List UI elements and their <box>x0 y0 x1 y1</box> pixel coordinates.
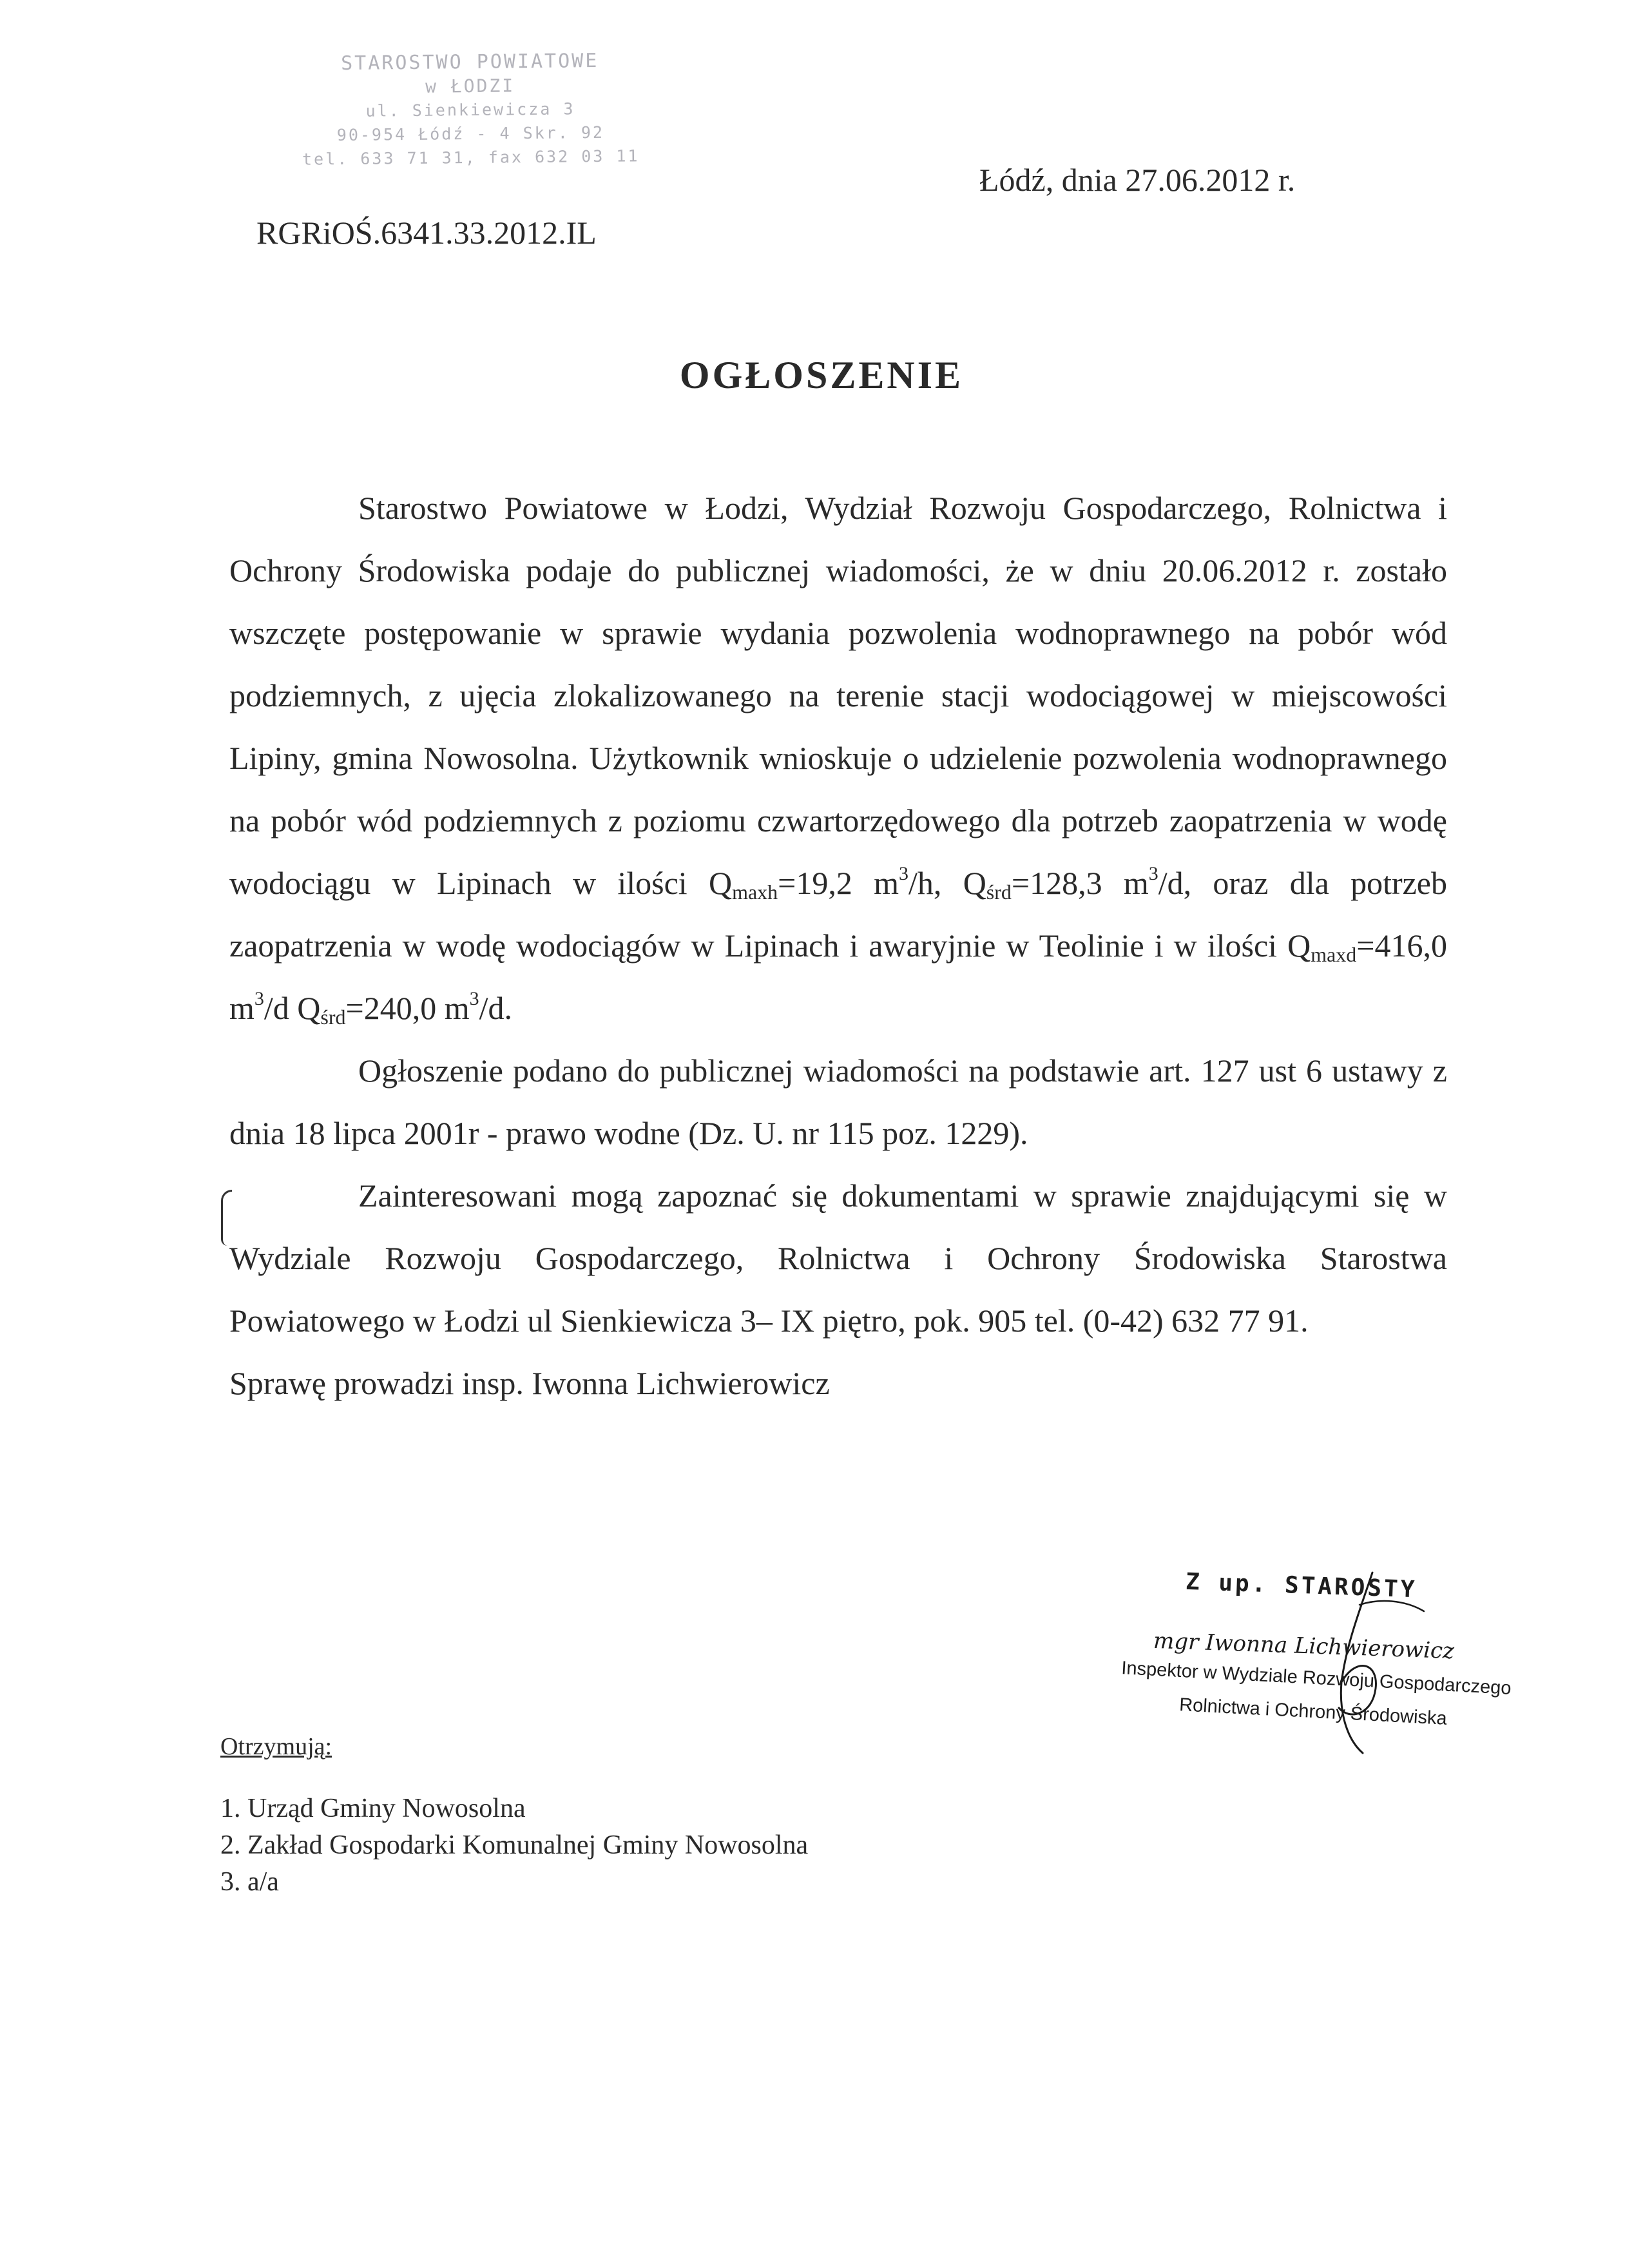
text-run: =416,0 m <box>229 927 1447 1026</box>
list-item: 2. Zakład Gospodarki Komunalnej Gminy Nowosolna <box>220 1830 809 1860</box>
signature-stamp <box>1102 1560 1512 1766</box>
superscript: 3 <box>899 863 909 884</box>
recipients-list <box>220 1790 808 1901</box>
text-run: Starostwo Powiatowe w Łodzi, Wydział Rozwoju Gospodarczego, Rolnictwa i Ochrony Środowiska podaje do publicznej wiadomości, że w dniu 20.06.2012 r. zostało wszczęte postępowanie w sprawie wydania pozwolenia wodnoprawnego na pobór wód podziemnych, z ujęcia zlokalizowanego na terenie stacji wodociągowej w miejscowości Lipiny, gmina Nowosolna. Użytkownik wnioskuje o udzielenie pozwolenia wodnoprawnego na pobór wód podziemnych z poziomu czwartorzędowego dla potrzeb zaopatrzenia w wodę wodociągu w Lipinach w ilości Q <box>229 490 1447 901</box>
stamp-line: ul. Sienkiewicza 3 <box>365 99 575 121</box>
document-date: Łódź, dnia 27.06.2012 r. <box>979 162 1296 198</box>
margin-mark <box>221 1190 232 1246</box>
list-item: 1. Urząd Gminy Nowosolna <box>220 1794 526 1823</box>
document-title: OGŁOSZENIE <box>679 354 964 396</box>
handwritten-signature <box>1102 1560 1501 1766</box>
superscript: 3 <box>254 988 264 1009</box>
paragraph-1 <box>229 477 1447 1040</box>
signature-title-line-1: Inspektor w Wydziale Rozwoju Gospodarczego <box>1120 1658 1512 1699</box>
text-run: /h, Q <box>908 865 986 901</box>
signature-title-line-2: Rolnictwa i Ochrony Środowiska <box>1178 1694 1448 1729</box>
stamp-line: w ŁODZI <box>425 75 515 97</box>
subscript: śrd <box>986 880 1012 904</box>
recipients-heading: Otrzymują: <box>220 1733 332 1760</box>
paragraph-3: Zainteresowani mogą zapoznać się dokumentami w sprawie znajdującymi się w Wydziale Rozwoju Gospodarczego, Rolnictwa i Ochrony Środowiska Starostwa Powiatowego w Łodzi ul Sienkiewicza 3– IX piętro, pok. 905 tel. (0-42) 632 77 91. <box>229 1178 1447 1339</box>
text-run: /d, oraz dla potrzeb zaopatrzenia w wodę wodociągów w Lipinach i awaryjnie w Teolinie i w ilości Q <box>229 865 1447 964</box>
stamp-line: STAROSTWO POWIATOWE <box>340 49 599 75</box>
text-run: /d Q <box>264 990 321 1026</box>
subscript: maxh <box>732 880 778 904</box>
signature-zup: Z up. STAROSTY <box>1185 1568 1418 1604</box>
paragraph-2: Ogłoszenie podano do publicznej wiadomości na podstawie art. 127 ust 6 ustawy z dnia 18 lipca 2001r - prawo wodne (Dz. U. nr 115 poz. 1229). <box>229 1052 1447 1151</box>
superscript: 3 <box>469 988 479 1009</box>
stamp-line: 90-954 Łódź - 4 Skr. 92 <box>336 122 605 145</box>
reference-number: RGRiOŚ.6341.33.2012.IL <box>256 215 597 251</box>
text-run: =19,2 m <box>778 865 899 901</box>
stamp-line: tel. 633 71 31, fax 632 03 11 <box>302 146 640 169</box>
superscript: 3 <box>1148 863 1158 884</box>
office-stamp <box>283 48 658 171</box>
text-run: =128,3 m <box>1011 865 1149 901</box>
document-body <box>229 477 1447 1415</box>
subscript: maxd <box>1311 943 1357 966</box>
list-item: 3. a/a <box>220 1867 279 1897</box>
paragraph-4: Sprawę prowadzi insp. Iwonna Lichwierowicz <box>229 1365 830 1401</box>
text-run: =240,0 m <box>345 990 470 1026</box>
signature-name: mgr Iwonna Lichwierowicz <box>1153 1627 1455 1665</box>
text-run: /d. <box>479 990 513 1026</box>
subscript: śrd <box>320 1005 346 1029</box>
